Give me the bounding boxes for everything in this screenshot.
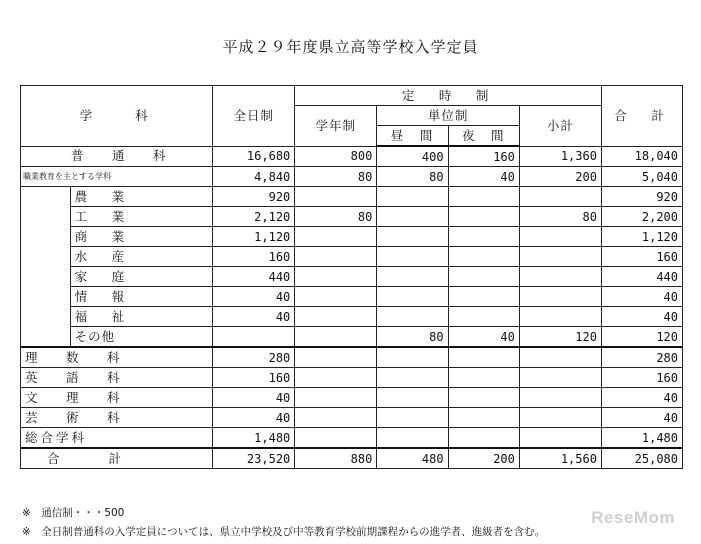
cell-day bbox=[377, 247, 448, 267]
cell-total: 920 bbox=[601, 187, 682, 207]
cell-total: 40 bbox=[601, 388, 682, 408]
cell-total: 1,480 bbox=[601, 428, 682, 449]
page-title: 平成２９年度県立高等学校入学定員 bbox=[222, 38, 479, 56]
cell-subtotal bbox=[519, 368, 601, 388]
row-label: 芸 術 科 bbox=[21, 408, 213, 428]
cell-grade bbox=[295, 428, 377, 449]
table-row bbox=[21, 408, 683, 428]
table-row bbox=[21, 267, 683, 287]
cell-night bbox=[448, 428, 519, 449]
cell-grade bbox=[295, 287, 377, 307]
header-fulltime: 全日制 bbox=[213, 86, 295, 147]
cell-fulltime: 4,840 bbox=[213, 167, 295, 187]
cell-fulltime: 40 bbox=[213, 388, 295, 408]
cell-fulltime: 16,680 bbox=[213, 146, 295, 167]
cell-grade: 880 bbox=[295, 448, 377, 469]
cell-grade bbox=[295, 408, 377, 428]
cell-grade bbox=[295, 227, 377, 247]
cell-fulltime: 160 bbox=[213, 247, 295, 267]
table-row bbox=[21, 388, 683, 408]
cell-fulltime: 280 bbox=[213, 347, 295, 368]
cell-day bbox=[377, 227, 448, 247]
cell-total: 5,040 bbox=[601, 167, 682, 187]
header-teiji: 定 時 制 bbox=[295, 86, 602, 106]
cell-day: 80 bbox=[377, 167, 448, 187]
cell-night bbox=[448, 207, 519, 227]
cell-day bbox=[377, 428, 448, 449]
cell-day bbox=[377, 388, 448, 408]
indent-cell bbox=[21, 187, 71, 348]
cell-night bbox=[448, 227, 519, 247]
cell-fulltime: 440 bbox=[213, 267, 295, 287]
row-label: 福 祉 bbox=[70, 307, 213, 327]
header-subject: 学 科 bbox=[21, 86, 213, 147]
cell-fulltime: 160 bbox=[213, 368, 295, 388]
row-label: 家 庭 bbox=[70, 267, 213, 287]
cell-fulltime: 920 bbox=[213, 187, 295, 207]
cell-night bbox=[448, 307, 519, 327]
cell-total: 25,080 bbox=[601, 448, 682, 469]
row-label: 文 理 科 bbox=[21, 388, 213, 408]
total-row bbox=[21, 448, 683, 469]
cell-fulltime: 40 bbox=[213, 408, 295, 428]
header-total: 合 計 bbox=[601, 86, 682, 147]
row-label: 理 数 科 bbox=[21, 347, 213, 368]
table-row bbox=[21, 207, 683, 227]
cell-day bbox=[377, 368, 448, 388]
cell-subtotal bbox=[519, 428, 601, 449]
row-label: 農 業 bbox=[70, 187, 213, 207]
cell-grade: 80 bbox=[295, 207, 377, 227]
cell-fulltime: 40 bbox=[213, 307, 295, 327]
cell-night: 160 bbox=[448, 146, 519, 167]
header-grade: 学年制 bbox=[295, 106, 377, 147]
footnotes bbox=[22, 504, 545, 542]
cell-night: 40 bbox=[448, 327, 519, 348]
cell-grade bbox=[295, 247, 377, 267]
cell-subtotal: 200 bbox=[519, 167, 601, 187]
cell-day bbox=[377, 187, 448, 207]
cell-subtotal bbox=[519, 408, 601, 428]
cell-subtotal bbox=[519, 247, 601, 267]
cell-day bbox=[377, 307, 448, 327]
cell-subtotal bbox=[519, 388, 601, 408]
row-label: 英 語 科 bbox=[21, 368, 213, 388]
cell-grade bbox=[295, 187, 377, 207]
table-row bbox=[21, 146, 683, 167]
footnote: ※ 全日制普通科の入学定員については、県立中学校及び中等教育学校前期課程からの進学者、進級者を含む。 bbox=[22, 526, 546, 538]
cell-day: 480 bbox=[377, 448, 448, 469]
cell-subtotal bbox=[519, 287, 601, 307]
row-label: 職業教育を主とする学科 bbox=[21, 167, 213, 187]
cell-subtotal bbox=[519, 307, 601, 327]
cell-subtotal: 120 bbox=[519, 327, 601, 348]
cell-total: 40 bbox=[601, 287, 682, 307]
footnote: ※ 通信制・・・500 bbox=[22, 507, 125, 519]
row-label: 合 計 bbox=[21, 448, 213, 469]
cell-total: 160 bbox=[601, 368, 682, 388]
table-row bbox=[21, 247, 683, 267]
cell-fulltime bbox=[213, 327, 295, 348]
cell-total: 40 bbox=[601, 408, 682, 428]
table-row bbox=[21, 187, 683, 207]
cell-day bbox=[377, 207, 448, 227]
header-credit: 単位制 bbox=[377, 106, 520, 126]
cell-fulltime: 2,120 bbox=[213, 207, 295, 227]
cell-night bbox=[448, 368, 519, 388]
cell-night bbox=[448, 347, 519, 368]
cell-total: 440 bbox=[601, 267, 682, 287]
watermark-logo: ReseMom bbox=[591, 508, 675, 527]
cell-grade bbox=[295, 327, 377, 348]
cell-night: 40 bbox=[448, 167, 519, 187]
cell-subtotal bbox=[519, 347, 601, 368]
cell-total: 18,040 bbox=[601, 146, 682, 167]
cell-total: 1,120 bbox=[601, 227, 682, 247]
cell-fulltime: 1,480 bbox=[213, 428, 295, 449]
cell-total: 40 bbox=[601, 307, 682, 327]
table-row bbox=[21, 167, 683, 187]
cell-grade bbox=[295, 267, 377, 287]
cell-night bbox=[448, 388, 519, 408]
cell-total: 160 bbox=[601, 247, 682, 267]
cell-night bbox=[448, 408, 519, 428]
cell-grade: 800 bbox=[295, 146, 377, 167]
cell-fulltime: 40 bbox=[213, 287, 295, 307]
cell-day: 80 bbox=[377, 327, 448, 348]
row-label: その他 bbox=[70, 327, 213, 348]
header-row-1 bbox=[21, 86, 683, 106]
header-day: 昼 間 bbox=[377, 126, 448, 147]
row-label: 普 通 科 bbox=[21, 146, 213, 167]
table-row bbox=[21, 347, 683, 368]
cell-subtotal: 80 bbox=[519, 207, 601, 227]
cell-day bbox=[377, 408, 448, 428]
header-subtotal: 小計 bbox=[519, 106, 601, 147]
cell-total: 2,200 bbox=[601, 207, 682, 227]
row-label: 総合学科 bbox=[21, 428, 213, 449]
cell-grade bbox=[295, 368, 377, 388]
header-night: 夜 間 bbox=[448, 126, 519, 147]
cell-night bbox=[448, 287, 519, 307]
table-row bbox=[21, 327, 683, 348]
table-row bbox=[21, 428, 683, 449]
cell-grade bbox=[295, 347, 377, 368]
cell-fulltime: 23,520 bbox=[213, 448, 295, 469]
enrollment-table bbox=[20, 85, 683, 469]
cell-day: 400 bbox=[377, 146, 448, 167]
cell-subtotal: 1,560 bbox=[519, 448, 601, 469]
row-label: 工 業 bbox=[70, 207, 213, 227]
cell-total: 280 bbox=[601, 347, 682, 368]
cell-day bbox=[377, 287, 448, 307]
cell-subtotal bbox=[519, 267, 601, 287]
cell-total: 120 bbox=[601, 327, 682, 348]
table-row bbox=[21, 368, 683, 388]
cell-grade bbox=[295, 307, 377, 327]
table-row bbox=[21, 227, 683, 247]
cell-subtotal bbox=[519, 227, 601, 247]
row-label: 水 産 bbox=[70, 247, 213, 267]
table-row bbox=[21, 307, 683, 327]
table-row bbox=[21, 287, 683, 307]
cell-subtotal: 1,360 bbox=[519, 146, 601, 167]
row-label: 情 報 bbox=[70, 287, 213, 307]
cell-grade: 80 bbox=[295, 167, 377, 187]
cell-subtotal bbox=[519, 187, 601, 207]
cell-day bbox=[377, 267, 448, 287]
cell-night bbox=[448, 267, 519, 287]
cell-night bbox=[448, 187, 519, 207]
cell-night bbox=[448, 247, 519, 267]
cell-day bbox=[377, 347, 448, 368]
cell-grade bbox=[295, 388, 377, 408]
row-label: 商 業 bbox=[70, 227, 213, 247]
cell-fulltime: 1,120 bbox=[213, 227, 295, 247]
cell-night: 200 bbox=[448, 448, 519, 469]
